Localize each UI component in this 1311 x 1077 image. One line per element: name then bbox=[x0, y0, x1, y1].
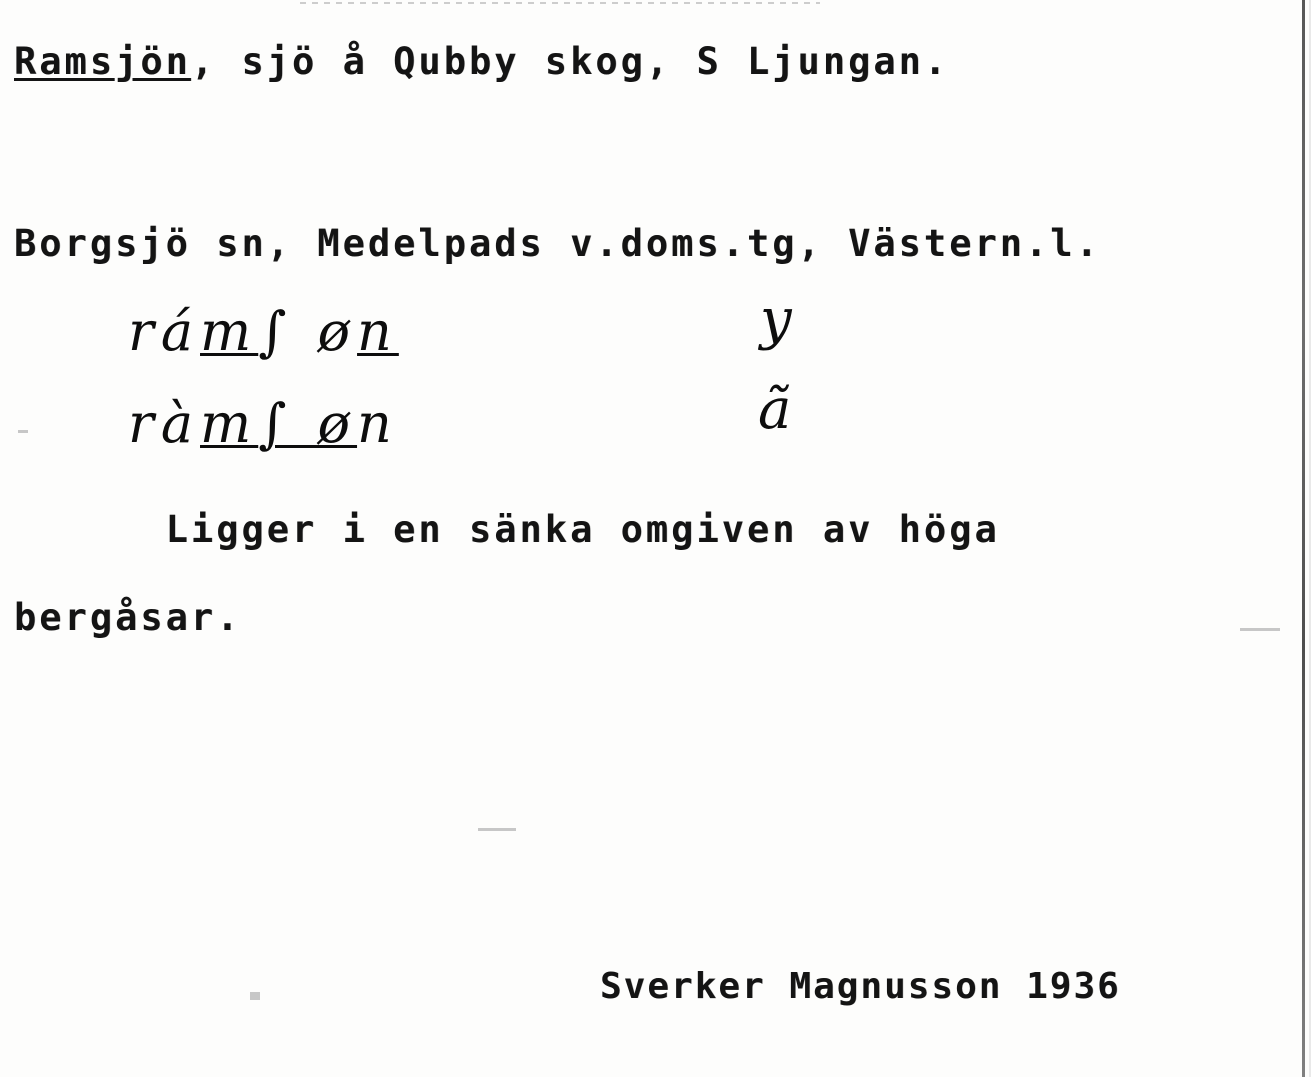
paper-speck bbox=[250, 992, 260, 1000]
accent-mark-upper: y bbox=[760, 287, 792, 352]
scan-edge-right bbox=[1302, 0, 1305, 1077]
parish-line: Borgsjö sn, Medelpads v.doms.tg, Västern.l. bbox=[14, 222, 1101, 265]
headword-line bbox=[14, 40, 949, 83]
phonetic-2-m: m bbox=[200, 392, 259, 455]
headword: Ramsjön bbox=[14, 40, 191, 83]
body-line-1: Ligger i en sänka omgiven av höga bbox=[14, 508, 1000, 551]
paper-speck bbox=[1240, 628, 1280, 631]
phonetic-1-m: m bbox=[200, 300, 259, 363]
phonetic-transcription-line-2 bbox=[128, 392, 399, 455]
phonetic-transcription-line-1 bbox=[128, 300, 399, 363]
phonetic-1-mid: ∫ ø bbox=[258, 300, 358, 363]
headword-rest: , sjö å Qubby skog, S Ljungan. bbox=[190, 40, 950, 83]
signature-line: Sverker Magnusson 1936 bbox=[600, 966, 1121, 1007]
phonetic-2-pre: rà bbox=[128, 392, 201, 455]
phonetic-1-pre: rá bbox=[128, 300, 201, 363]
body-line-2: bergåsar. bbox=[14, 596, 242, 639]
phonetic-2-n: n bbox=[357, 392, 399, 455]
paper-speck bbox=[478, 828, 516, 831]
paper-speck bbox=[18, 430, 28, 433]
scan-edge-top bbox=[300, 2, 820, 4]
accent-mark-lower: ã bbox=[758, 377, 792, 442]
phonetic-2-mid: ∫ ø bbox=[258, 392, 358, 455]
phonetic-1-n: n bbox=[357, 300, 399, 363]
